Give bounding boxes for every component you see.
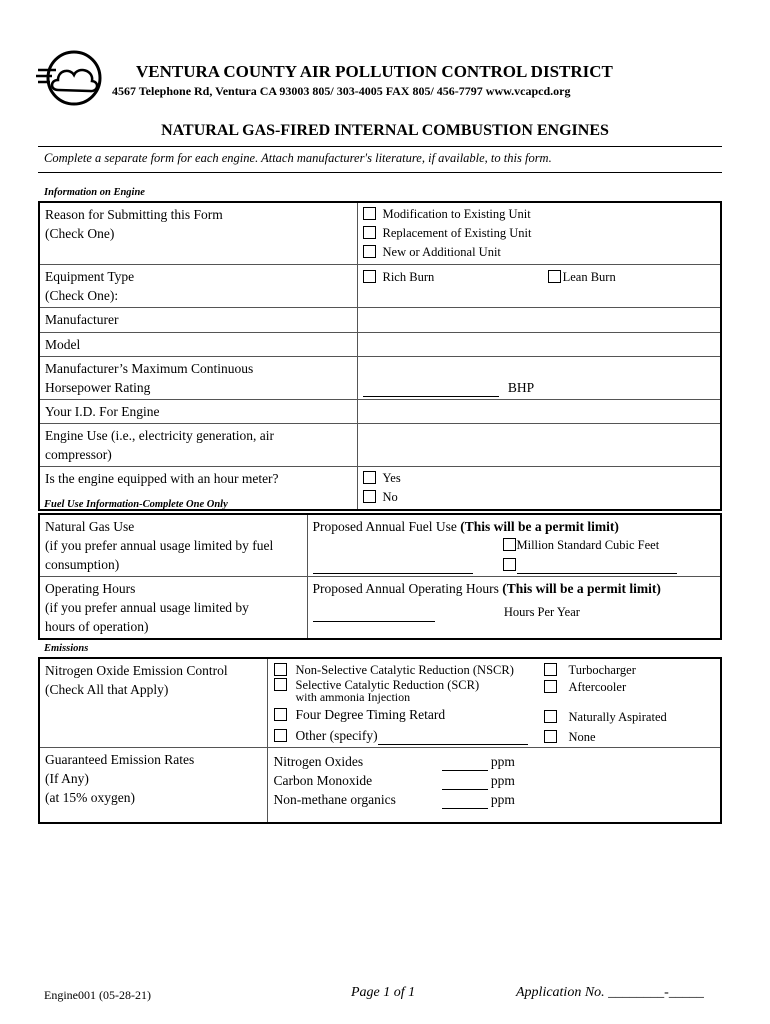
section-label-fuel: Fuel Use Information-Complete One Only <box>44 499 228 510</box>
operating-hours-label-cell: Operating Hours (if you prefer annual usage limited by hours of operation) <box>39 577 307 640</box>
application-number[interactable]: Application No. ________-_____ <box>516 985 704 1000</box>
checkbox[interactable] <box>363 471 376 484</box>
rich-burn-option[interactable]: Rich Burn <box>363 270 435 284</box>
checkbox[interactable] <box>544 730 557 743</box>
scr-option[interactable]: Selective Catalytic Reduction (SCR) <box>274 678 480 693</box>
reason-modification-option[interactable]: Modification to Existing Unit <box>363 205 716 224</box>
hour-meter-yes-option[interactable]: Yes <box>363 469 716 488</box>
your-id-label: Your I.D. For Engine <box>39 400 357 424</box>
engine-info-table <box>38 201 722 511</box>
engine-use-label-cell: Engine Use (i.e., electricity generation, air compressor) <box>39 424 357 467</box>
instructions: Complete a separate form for each engine. Attach manufacturer's literature, if available, to this form. <box>44 151 552 165</box>
turbocharger-option[interactable]: Turbocharger <box>544 661 636 679</box>
checkbox[interactable] <box>548 270 561 283</box>
checkbox[interactable] <box>274 729 287 742</box>
guaranteed-rates-cell: Nitrogen Oxides Carbon Monoxide Non-methane organics ppm ppm ppm <box>267 748 721 824</box>
cloud-logo-icon <box>36 48 108 108</box>
equip-type-options-cell <box>357 265 721 308</box>
reason-replacement-option[interactable]: Replacement of Existing Unit <box>363 224 716 243</box>
divider <box>38 172 722 173</box>
nscr-option[interactable]: Non-Selective Catalytic Reduction (NSCR) <box>274 661 514 679</box>
manufacturer-input[interactable] <box>357 308 721 333</box>
model-input[interactable] <box>357 333 721 357</box>
emissions-table <box>38 657 722 824</box>
aftercooler-option[interactable]: Aftercooler <box>544 678 627 696</box>
checkbox[interactable] <box>274 678 287 691</box>
nox-ppm-input[interactable] <box>442 755 488 771</box>
page-number: Page 1 of 1 <box>351 985 416 1000</box>
checkbox[interactable] <box>544 663 557 676</box>
timing-retard-option[interactable]: Four Degree Timing Retard <box>274 706 446 724</box>
your-id-input[interactable] <box>357 400 721 424</box>
reason-options-cell <box>357 202 721 265</box>
divider <box>38 146 722 147</box>
nox-label-cell: Nitrogen Oxide Emission Control (Check All that Apply) <box>39 658 267 748</box>
org-name: VENTURA COUNTY AIR POLLUTION CONTROL DISTRICT <box>136 62 613 81</box>
mmscf-option[interactable]: Million Standard Cubic Feet <box>313 536 716 555</box>
nmoc-rate-label: Non-methane organics <box>273 792 396 807</box>
guaranteed-label-cell: Guaranteed Emission Rates (If Any) (at 15% oxygen) <box>39 748 267 824</box>
checkbox[interactable] <box>363 226 376 239</box>
co-ppm-input[interactable] <box>442 774 488 790</box>
checkbox[interactable] <box>503 558 516 571</box>
form-code: Engine001 (05-28-21) <box>44 988 151 1002</box>
checkbox[interactable] <box>503 538 516 551</box>
fuel-use-input[interactable] <box>313 573 473 574</box>
naturally-aspirated-option[interactable]: Naturally Aspirated <box>544 708 667 726</box>
reason-label-cell: Reason for Submitting this Form (Check One) <box>39 202 357 265</box>
section-label-engine: Information on Engine <box>44 187 145 198</box>
nox-rate-label: Nitrogen Oxides <box>273 754 364 769</box>
engine-use-input[interactable] <box>357 424 721 467</box>
natural-gas-label-cell: Natural Gas Use (if you prefer annual usage limited by fuel consumption) <box>39 514 307 577</box>
hour-meter-label: Is the engine equipped with an hour meter? <box>39 467 357 511</box>
none-option[interactable]: None <box>544 728 596 746</box>
checkbox[interactable] <box>274 708 287 721</box>
fuel-unit-other-input[interactable] <box>517 573 677 574</box>
hp-label-cell: Manufacturer’s Maximum Continuous Horsepower Rating <box>39 357 357 400</box>
org-address: 4567 Telephone Rd, Ventura CA 93003 805/ 303-4005 FAX 805/ 456-7797 www.vcapcd.org <box>112 84 571 98</box>
checkbox[interactable] <box>363 490 376 503</box>
reason-new-option[interactable]: New or Additional Unit <box>363 243 716 262</box>
model-label: Model <box>39 333 357 357</box>
checkbox[interactable] <box>363 245 376 258</box>
manufacturer-label: Manufacturer <box>39 308 357 333</box>
operating-hours-input-cell: Proposed Annual Operating Hours (This will be a permit limit) Hours Per Year <box>307 577 721 640</box>
hour-meter-options-cell <box>357 467 721 511</box>
lean-burn-option[interactable]: Lean Burn <box>548 270 616 284</box>
fuel-use-table <box>38 513 722 640</box>
checkbox[interactable] <box>363 207 376 220</box>
operating-hours-input[interactable] <box>313 621 435 622</box>
hour-meter-no-option[interactable]: No <box>363 488 716 507</box>
other-control-option[interactable]: Other (specify) <box>274 727 528 745</box>
form-title: NATURAL GAS-FIRED INTERNAL COMBUSTION ENGINES <box>161 122 609 139</box>
other-specify-input[interactable] <box>378 744 528 745</box>
checkbox[interactable] <box>544 680 557 693</box>
section-label-emissions: Emissions <box>44 643 89 654</box>
hp-input[interactable] <box>363 396 499 397</box>
checkbox[interactable] <box>274 663 287 676</box>
hp-input-cell[interactable]: BHP <box>357 357 721 400</box>
checkbox[interactable] <box>544 710 557 723</box>
equip-type-label-cell: Equipment Type (Check One): <box>39 265 357 308</box>
co-rate-label: Carbon Monoxide <box>273 773 373 788</box>
nox-options-cell: Non-Selective Catalytic Reduction (NSCR) Selective Catalytic Reduction (SCR) with ammonia Injection Four Degree Timing Retard Other (specify) Turbocharger Aftercooler Naturally Aspirated None <box>267 658 721 748</box>
checkbox[interactable] <box>363 270 376 283</box>
nmoc-ppm-input[interactable] <box>442 793 488 809</box>
natural-gas-input-cell: Proposed Annual Fuel Use (This will be a permit limit) Million Standard Cubic Feet <box>307 514 721 577</box>
